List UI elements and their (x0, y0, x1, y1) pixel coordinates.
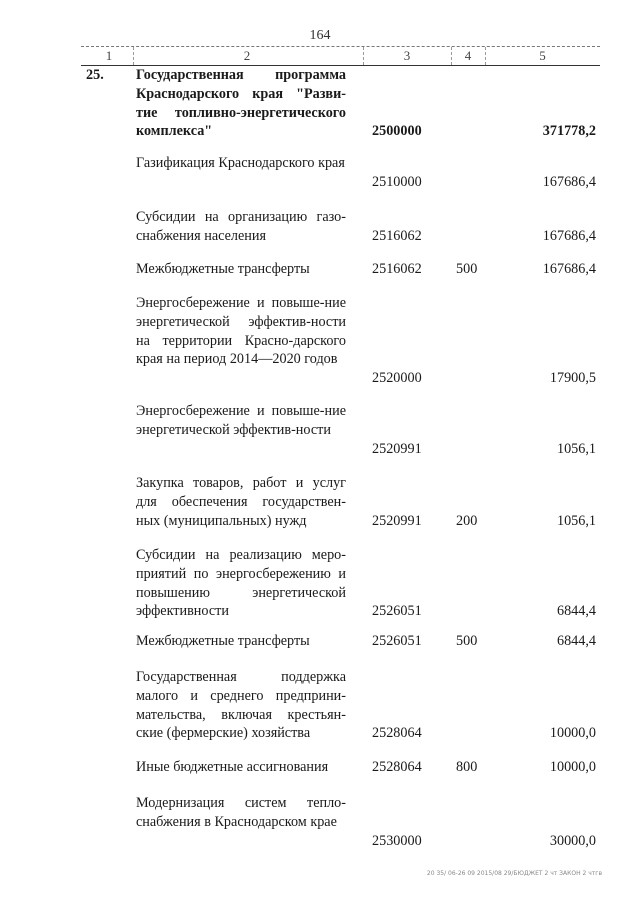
row-code: 2510000 (372, 174, 422, 190)
row-code: 2500000 (372, 123, 422, 139)
row-amount: 6844,4 (556, 633, 596, 649)
row-name: Государственная программа Краснодарского края "Разви-тие топливно-энергетического комплекса" (136, 67, 346, 140)
row-type: 200 (456, 513, 478, 529)
row-name: Энергосбережение и повыше-ние энергетической эффектив-ности (136, 403, 346, 438)
row-code: 2520000 (372, 370, 422, 386)
row-amount: 167686,4 (542, 228, 596, 244)
row-name: Межбюджетные трансферты (136, 261, 310, 277)
row-amount: 6844,4 (556, 603, 596, 619)
column-header-4: 4 (464, 48, 472, 63)
row-name: Энергосбережение и повыше-ние энергетической эффектив-ности на территории Красно-дарского края на период 2014—2020 годов (136, 295, 346, 368)
column-header-3: 3 (403, 48, 411, 63)
row-amount: 17900,5 (549, 370, 596, 386)
row-amount: 1056,1 (556, 441, 596, 457)
row-type: 800 (456, 759, 478, 775)
row-number: 25. (86, 67, 104, 83)
row-name: Субсидии на реализацию меро-приятий по энергосбережению и повышению энергетической эффективности (136, 547, 346, 620)
row-amount: 167686,4 (542, 261, 596, 277)
row-type: 500 (456, 633, 478, 649)
row-code: 2530000 (372, 833, 422, 849)
row-amount: 167686,4 (542, 174, 596, 190)
row-code: 2520991 (372, 513, 422, 529)
row-amount: 10000,0 (549, 725, 596, 741)
column-header-1: 1 (105, 48, 113, 63)
row-type: 500 (456, 261, 478, 277)
row-code: 2528064 (372, 725, 422, 741)
row-name: Межбюджетные трансферты (136, 633, 310, 649)
row-name: Иные бюджетные ассигнования (136, 759, 329, 775)
row-amount: 371778,2 (542, 123, 596, 139)
row-name: Субсидии на организацию газо-снабжения населения (136, 209, 346, 244)
column-header-2: 2 (243, 48, 251, 63)
row-code: 2520991 (372, 441, 422, 457)
row-code: 2516062 (372, 261, 422, 277)
column-header-row (81, 46, 600, 66)
row-code: 2526051 (372, 633, 422, 649)
row-code: 2528064 (372, 759, 422, 775)
row-code: 2526051 (372, 603, 422, 619)
row-name: Газификация Краснодарского края (136, 155, 345, 171)
column-header-5: 5 (539, 48, 546, 63)
row-amount: 1056,1 (556, 513, 596, 529)
row-code: 2516062 (372, 228, 422, 244)
row-name: Государственная поддержка малого и среднего предприни-мательства, включая крестьян-ские (фермерские) хозяйства (136, 669, 346, 742)
document-footer: 20 35/ 06-26 09 2015/08 29/БЮДЖЕТ 2 чт ЗАКОН 2 чтгв (426, 870, 602, 877)
row-name: Модернизация систем тепло-снабжения в Краснодарском крае (136, 795, 346, 830)
row-name: Закупка товаров, работ и услуг для обеспечения государствен-ных (муниципальных) нужд (136, 475, 346, 529)
page-number: 164 (309, 28, 331, 43)
row-amount: 10000,0 (549, 759, 596, 775)
row-amount: 30000,0 (549, 833, 596, 849)
